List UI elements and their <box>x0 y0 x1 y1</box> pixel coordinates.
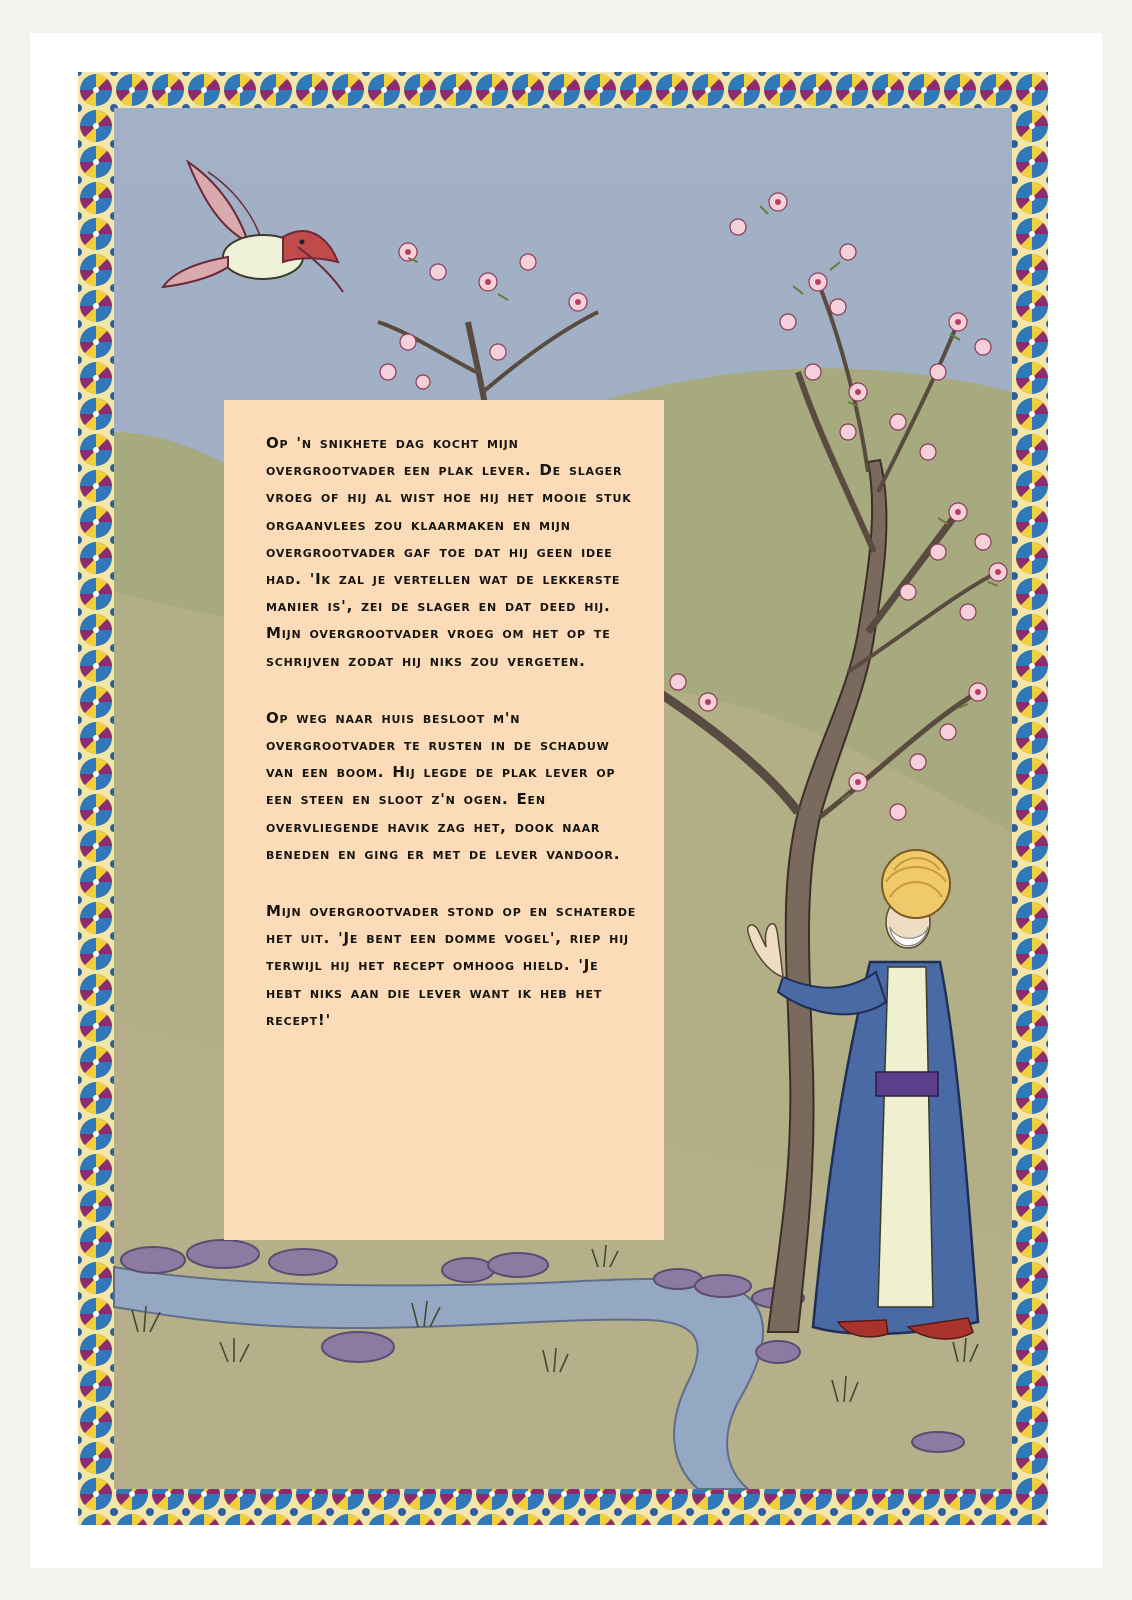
story-paragraph-1: Op 'n snikhete dag kocht mijn overgrootvader een plak lever. De slager vroeg of hij al wist hoe hij het mooie stuk orgaanvlees zou klaarmaken en mijn overgrootvader gaf toe dat hij geen idee had. 'Ik zal je vertellen wat de lekkerste manier is', zei de slager en dat deed hij. Mijn overgrootvader vroeg om het op te schrijven zodat hij niks zou vergeten. <box>266 434 632 670</box>
story-text-panel <box>224 400 664 1240</box>
story-paragraph-3: Mijn overgrootvader stond op en schaterde het uit. 'Je bent een domme vogel', riep hij terwijl hij het recept omhoog hield. 'Je hebt niks aan die lever want ik heb het recept!' <box>266 902 637 1029</box>
story-paragraph-2: Op weg naar huis besloot m'n overgrootvader te rusten in de schaduw van een boom. Hij legde de plak lever op een steen en sloot z'n ogen. Een overvliegende havik zag het, dook naar beneden en ging er met de lever vandoor. <box>266 708 621 863</box>
